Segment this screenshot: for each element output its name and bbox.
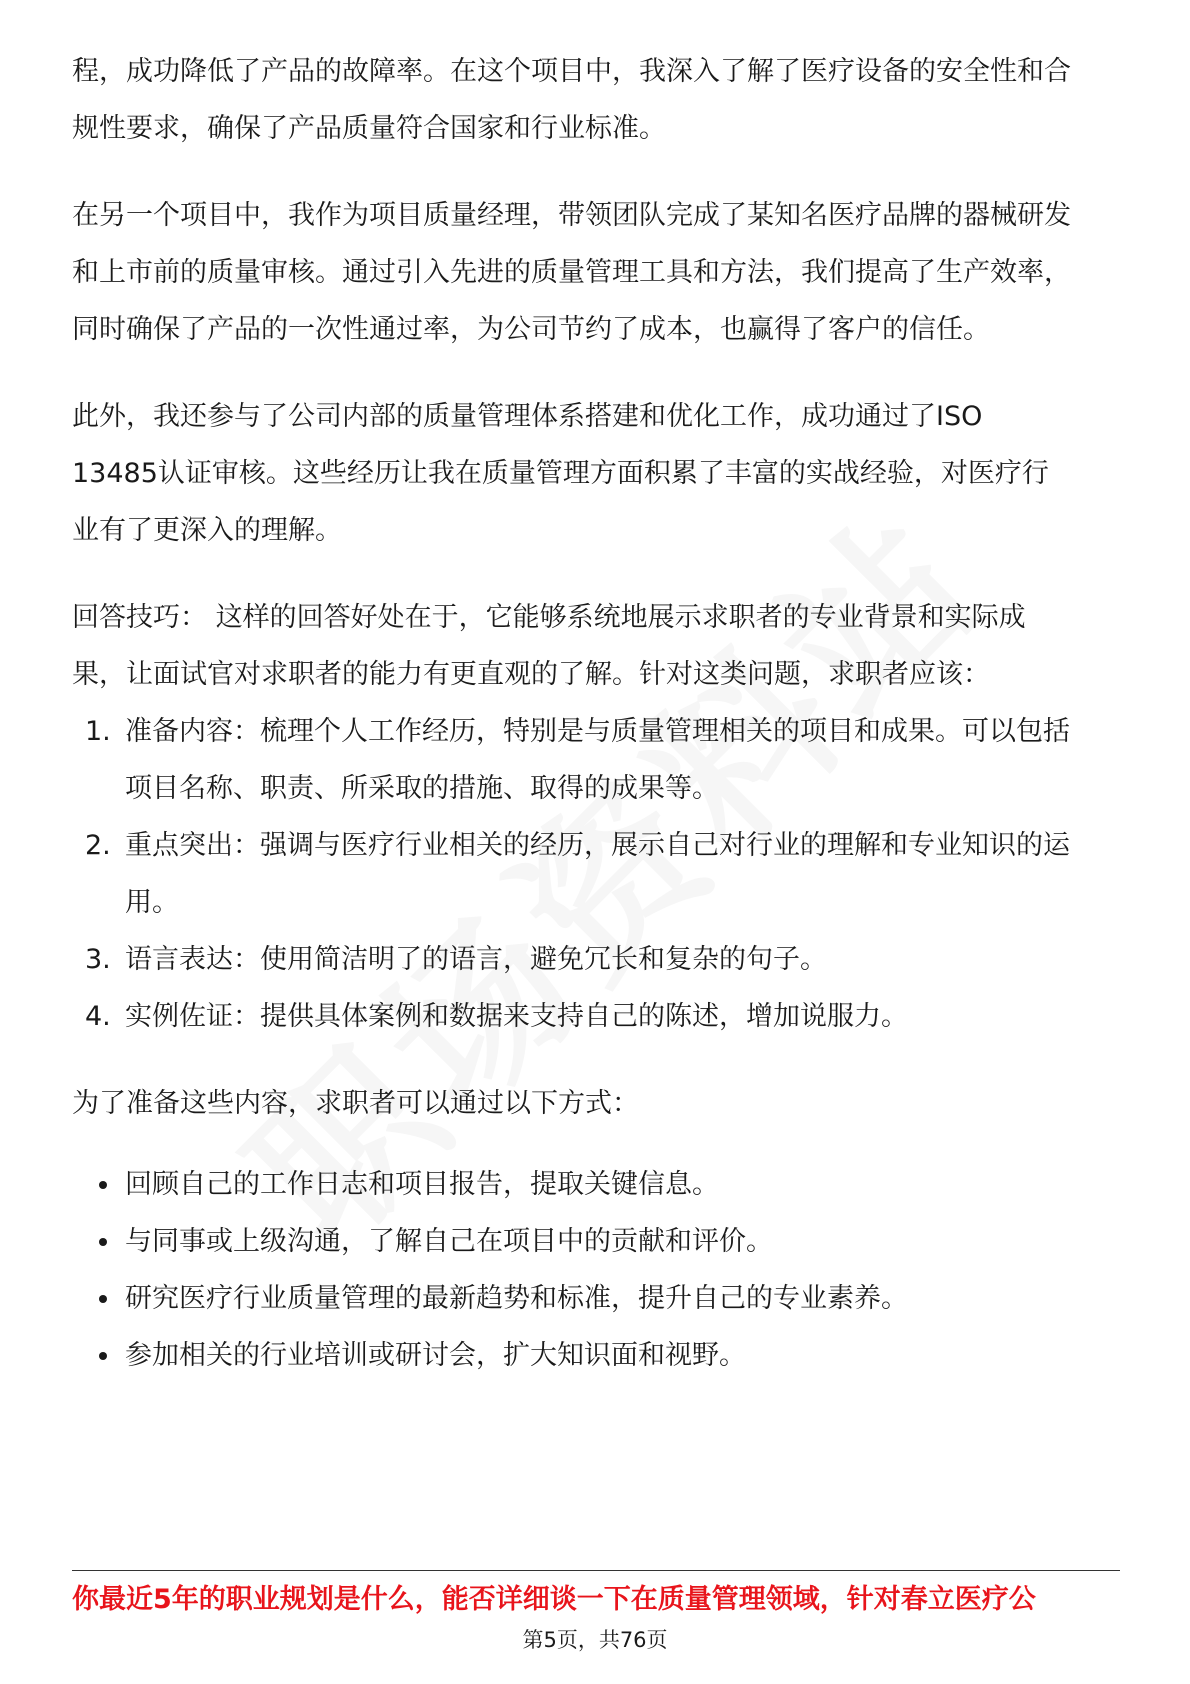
bullet-list-item <box>72 1213 1120 1270</box>
numbered-list-item <box>72 703 1085 817</box>
prep-intro: 为了准备这些内容，求职者可以通过以下方式： <box>72 1088 639 1119</box>
list-number: 4. <box>85 1001 111 1032</box>
page-content <box>72 43 1120 1384</box>
list-number: 3. <box>85 944 111 975</box>
list-item-text: 重点突出：强调与医疗行业相关的经历，展示自己对行业的理解和专业知识的运用。 <box>125 830 1070 918</box>
bullet-item-text: 回顾自己的工作日志和项目报告，提取关键信息。 <box>125 1169 719 1200</box>
paragraph-2: 在另一个项目中，我作为项目质量经理，带领团队完成了某知名医疗品牌的器械研发和上市前的质量审核。通过引入先进的质量管理工具和方法，我们提高了生产效率，同时确保了产品的一次性通过率，为公司节约了成本，也赢得了客户的信任。 <box>72 200 1071 345</box>
bullet-icon <box>99 1352 107 1360</box>
bullet-list-item <box>72 1156 1120 1213</box>
numbered-list-item <box>72 931 1085 988</box>
paragraph-3: 此外，我还参与了公司内部的质量管理体系搭建和优化工作，成功通过了ISO 13485认证审核。这些经历让我在质量管理方面积累了丰富的实战经验，对医疗行业有了更深入的理解。 <box>72 401 1049 546</box>
list-number: 1. <box>85 716 111 747</box>
bullet-icon <box>99 1295 107 1303</box>
bullet-item-text: 研究医疗行业质量管理的最新趋势和标准，提升自己的专业素养。 <box>125 1283 908 1314</box>
bullet-icon <box>99 1238 107 1246</box>
bullet-list-item <box>72 1270 1120 1327</box>
bullet-item-text: 参加相关的行业培训或研讨会，扩大知识面和视野。 <box>125 1340 746 1371</box>
bullet-icon <box>99 1181 107 1189</box>
numbered-list-item <box>72 988 1085 1045</box>
list-item-text: 准备内容：梳理个人工作经历，特别是与质量管理相关的项目和成果。可以包括项目名称、职责、所采取的措施、取得的成果等。 <box>125 716 1070 804</box>
numbered-list-item <box>72 817 1085 931</box>
list-number: 2. <box>85 830 111 861</box>
bullet-item-text: 与同事或上级沟通，了解自己在项目中的贡献和评价。 <box>125 1226 773 1257</box>
list-item-text: 语言表达：使用简洁明了的语言，避免冗长和复杂的句子。 <box>125 944 827 975</box>
footer-divider <box>72 1570 1120 1571</box>
footer-question-title: 你最近5年的职业规划是什么，能否详细谈一下在质量管理领域，针对春立医疗公 <box>72 1584 1036 1615</box>
page-number: 第5页，共76页 <box>522 1628 668 1652</box>
paragraph-1: 程，成功降低了产品的故障率。在这个项目中，我深入了解了医疗设备的安全性和合规性要求，确保了产品质量符合国家和行业标准。 <box>72 56 1071 144</box>
list-item-text: 实例佐证：提供具体案例和数据来支持自己的陈述，增加说服力。 <box>125 1001 908 1032</box>
bullet-list-item <box>72 1327 1120 1384</box>
answer-tips-paragraph: 回答技巧： 这样的回答好处在于，它能够系统地展示求职者的专业背景和实际成果，让面试官对求职者的能力有更直观的了解。针对这类问题，求职者应该： <box>72 602 1026 690</box>
